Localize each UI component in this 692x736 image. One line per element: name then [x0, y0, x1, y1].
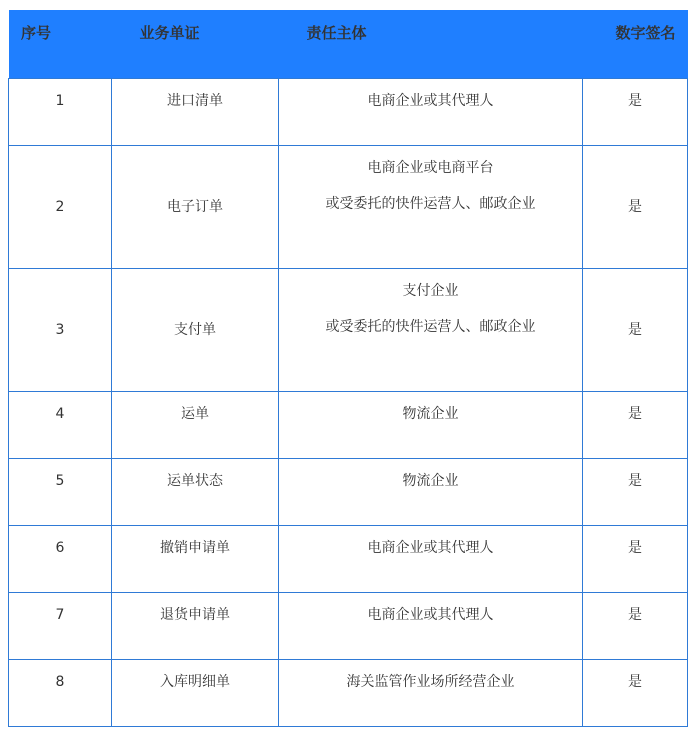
cell-signature: 是 — [583, 268, 688, 391]
cell-signature: 是 — [583, 78, 688, 145]
cell-signature: 是 — [583, 525, 688, 592]
header-seq: 序号 — [9, 10, 112, 78]
cell-responsible — [279, 268, 583, 391]
responsible-line: 或受委托的快件运营人、邮政企业 — [325, 195, 536, 212]
cell-responsible: 电商企业或其代理人 — [279, 592, 583, 659]
cell-seq: 4 — [9, 391, 112, 458]
table-header-row — [9, 10, 688, 78]
cell-document: 支付单 — [112, 268, 279, 391]
cell-document: 电子订单 — [112, 145, 279, 268]
table-row — [9, 268, 688, 391]
cell-document: 运单 — [112, 391, 279, 458]
table-row — [9, 659, 688, 726]
table-row — [9, 458, 688, 525]
cell-seq: 5 — [9, 458, 112, 525]
cell-seq: 6 — [9, 525, 112, 592]
cell-document: 运单状态 — [112, 458, 279, 525]
table-row — [9, 145, 688, 268]
cell-responsible: 物流企业 — [279, 458, 583, 525]
table-row — [9, 78, 688, 145]
cell-seq: 2 — [9, 145, 112, 268]
cell-signature: 是 — [583, 659, 688, 726]
cell-responsible: 电商企业或其代理人 — [279, 525, 583, 592]
cell-signature: 是 — [583, 145, 688, 268]
responsible-line: 电商企业或电商平台 — [367, 159, 494, 176]
cell-responsible — [279, 145, 583, 268]
cell-seq: 7 — [9, 592, 112, 659]
cell-document: 进口清单 — [112, 78, 279, 145]
cell-seq: 3 — [9, 268, 112, 391]
table-row — [9, 525, 688, 592]
cell-signature: 是 — [583, 391, 688, 458]
business-documents-table — [8, 10, 688, 727]
cell-document: 撤销申请单 — [112, 525, 279, 592]
cell-document: 入库明细单 — [112, 659, 279, 726]
cell-responsible: 物流企业 — [279, 391, 583, 458]
header-responsible: 责任主体 — [279, 10, 583, 78]
table-row — [9, 592, 688, 659]
responsible-line: 或受委托的快件运营人、邮政企业 — [325, 318, 536, 335]
cell-seq: 1 — [9, 78, 112, 145]
cell-document: 退货申请单 — [112, 592, 279, 659]
responsible-line: 支付企业 — [402, 282, 459, 299]
document-table-container — [8, 10, 687, 727]
cell-signature: 是 — [583, 458, 688, 525]
cell-signature: 是 — [583, 592, 688, 659]
cell-seq: 8 — [9, 659, 112, 726]
header-document: 业务单证 — [112, 10, 279, 78]
cell-responsible: 海关监管作业场所经营企业 — [279, 659, 583, 726]
header-signature: 数字签名 — [583, 10, 688, 78]
cell-responsible: 电商企业或其代理人 — [279, 78, 583, 145]
table-row — [9, 391, 688, 458]
